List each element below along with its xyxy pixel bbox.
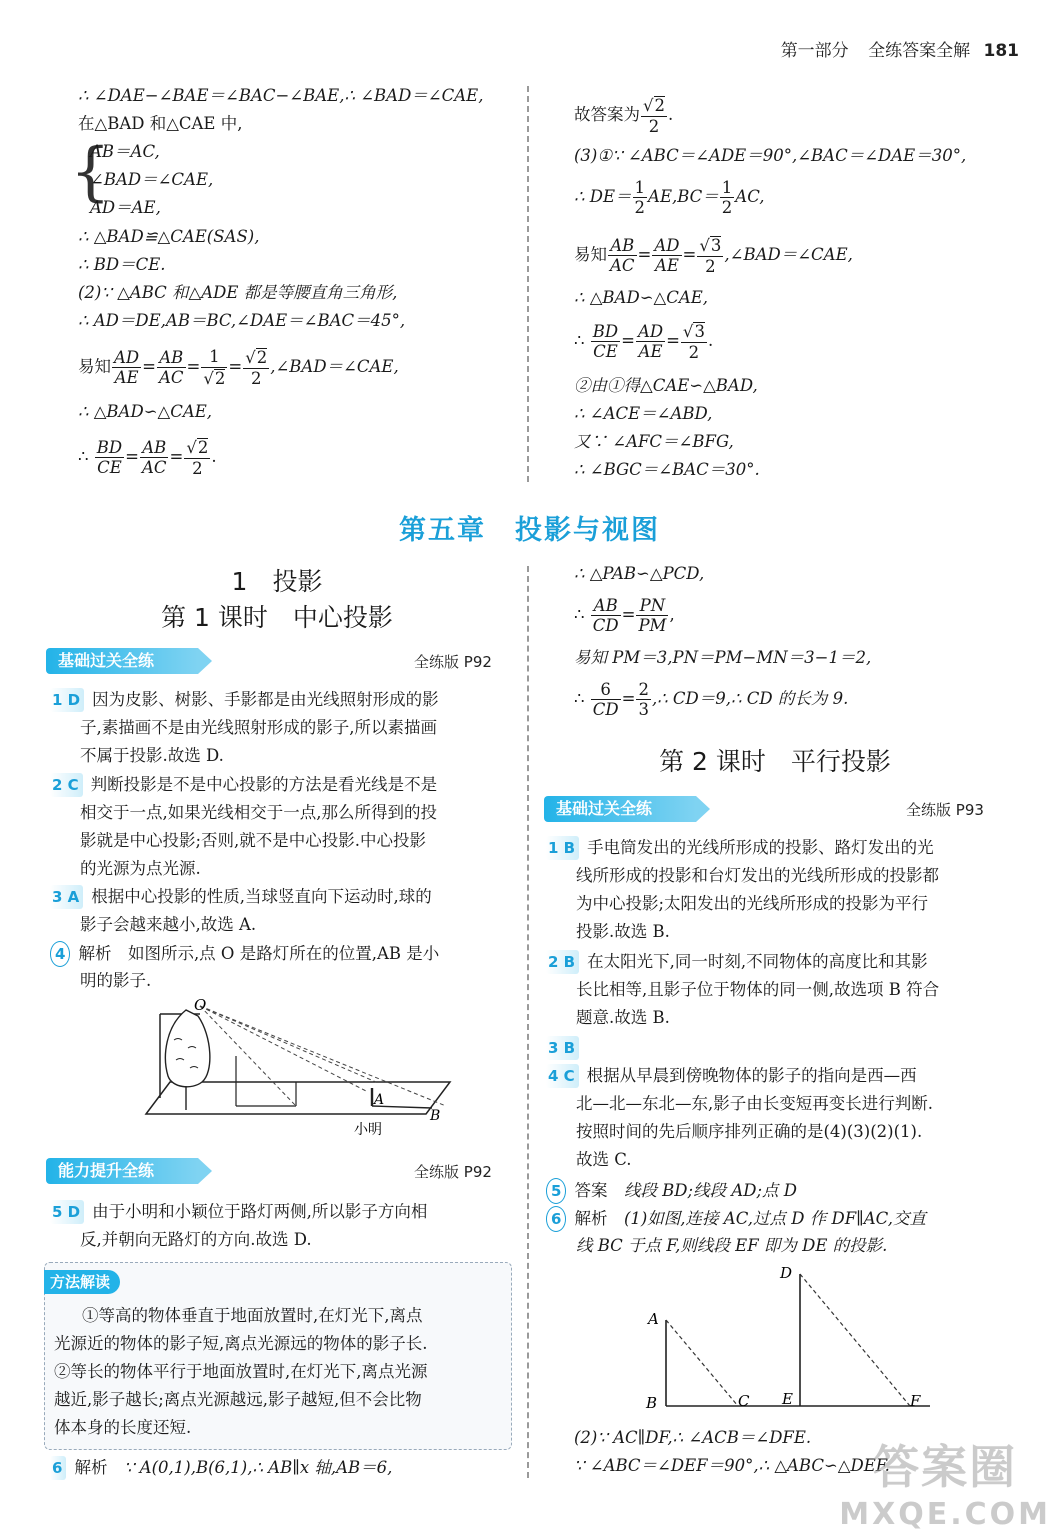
equation-ratio: 易知 $\frac{AD}{AE}$ = $\frac{AB}{AC}$ = $\frac{1}{√2}$ = $\frac{√2}{2}$ ,∠BAD＝∠CAE,: [78, 347, 399, 388]
text-line: ②等长的物体平行于地面放置时,在灯光下,离点光源: [54, 1362, 428, 1381]
label-E: E: [782, 1390, 793, 1408]
version-ref: 全练版 P92: [414, 653, 492, 671]
label-F: F: [910, 1392, 921, 1410]
equation-ratio: ∴ $\frac{BD}{CE}$ = $\frac{AB}{AC}$ = $\frac{√2}{2}$ .: [78, 437, 217, 478]
equation-ratio: ∴ $\frac{AB}{CD}$ = $\frac{PN}{PM}$ ,: [574, 595, 675, 635]
tag-basic-practice: 基础过关全练: [46, 648, 198, 674]
label-xiaoming: 小明: [354, 1122, 382, 1138]
light-ray-2: [200, 1006, 376, 1082]
text-line: 反,并朝向无路灯的方向.故选 D.: [80, 1230, 312, 1249]
text-line: ∴ ∠ACE＝∠ABD,: [574, 404, 713, 423]
text-line: 北—北—东北—东,影子由长变短再变长进行判断.: [576, 1094, 933, 1113]
answer-item: 2 C 判断投影是不是中心投影的方法是看光线是不是: [50, 773, 437, 797]
segment-DF: [800, 1274, 910, 1406]
label-C: C: [738, 1392, 750, 1410]
tag-ability-practice: 能力提升全练: [46, 1158, 198, 1184]
chapter-title: 第五章 投影与视图: [399, 515, 660, 546]
light-ray-4: [200, 1006, 368, 1092]
text-line: AB＝AC,: [90, 142, 160, 161]
figure-street-lamp: [136, 996, 456, 1140]
answer-item: 4 解析 如图所示,点 O 是路灯所在的位置,AB 是小: [50, 941, 439, 967]
text-line: 的光源为点光源.: [80, 859, 201, 878]
answer-item: 6 解析 (1)如图,连接 AC,过点 D 作 DF∥AC,交直: [546, 1206, 926, 1232]
label-A: A: [648, 1310, 659, 1328]
text-line: (2)∵ AC∥DF,∴ ∠ACB＝∠DFE.: [574, 1428, 812, 1447]
column-divider-top: [527, 86, 529, 482]
answer-item: 5 D 由于小明和小颖位于路灯两侧,所以影子方向相: [50, 1200, 427, 1224]
text-line: 在△BAD 和△CAE 中,: [78, 114, 243, 133]
answer-item: 2 B 在太阳光下,同一时刻,不同物体的高度比和其影: [546, 950, 928, 974]
text-line: ∴ BD＝CE.: [78, 255, 166, 274]
equation-ratio: ∴ $\frac{BD}{CE}$ = $\frac{AD}{AE}$ = $\frac{√3}{2}$ .: [574, 321, 714, 362]
label-D: D: [780, 1264, 793, 1282]
text-line: ∴ △BAD∽△CAE,: [78, 402, 213, 421]
label-B: B: [430, 1108, 441, 1124]
text-line: ∴ △BAD≌△CAE(SAS),: [78, 227, 260, 246]
header-part: 第一部分: [780, 41, 849, 61]
section-title: 1 投影: [231, 567, 323, 596]
equation-answer: 故答案为 $\frac{√2}{2}$ .: [574, 96, 674, 136]
text-line: 明的影子.: [80, 971, 152, 990]
watermark-text: 答案圈: [873, 1440, 1018, 1494]
text-line: 故选 C.: [576, 1150, 632, 1169]
system-brace: {: [70, 135, 111, 209]
text-line: ①等高的物体垂直于地面放置时,在灯光下,离点: [82, 1306, 423, 1325]
header-title: 全练答案全解: [868, 41, 971, 61]
text-line: ∠BAD＝∠CAE,: [90, 170, 214, 189]
tag-basic-practice: 基础过关全练: [544, 796, 696, 822]
text-line: 体本身的长度还短.: [54, 1418, 192, 1437]
text-line: 相交于一点,如果光线相交于一点,那么所得到的投: [80, 803, 437, 822]
text-line: ∴ △PAB∽△PCD,: [574, 564, 705, 583]
light-ray-1: [200, 1006, 446, 1106]
text-line: 越近,影子越长;离点光源越远,影子越短,但不会比物: [54, 1390, 422, 1409]
text-line: 长比相等,且影子位于物体的同一侧,故选项 B 符合: [576, 980, 940, 999]
page-number: 181: [983, 41, 1019, 61]
answer-item: 5 答案 线段 BD;线段 AD;点 D: [546, 1178, 797, 1204]
text-line: 为中心投影;太阳发出的光线所形成的投影为平行: [576, 894, 929, 913]
label-B: B: [646, 1394, 658, 1412]
text-line: (2)∵ △ABC 和△ADE 都是等腰直角三角形,: [78, 283, 398, 302]
text-line: AD＝AE,: [90, 198, 161, 217]
segment-AC: [666, 1320, 738, 1406]
text-line: 影子会越来越小,故选 A.: [80, 915, 257, 934]
column-divider-bottom: [527, 566, 529, 1478]
text-line: ∴ AD＝DE,AB＝BC,∠DAE＝∠BAC＝45°,: [78, 311, 406, 330]
tag-method: 方法解读: [44, 1270, 120, 1294]
text-line: 光源近的物体的影子短,离点光源远的物体的影子长.: [54, 1334, 428, 1353]
text-line: 子,素描画不是由光线照射形成的影子,所以素描画: [80, 718, 437, 737]
answer-item: 1 D 因为皮影、树影、手影都是由光线照射形成的影: [50, 688, 439, 712]
equation-ratio: 易知 $\frac{AB}{AC}$ = $\frac{AD}{AE}$ = $\frac{√3}{2}$ ,∠BAD＝∠CAE,: [574, 235, 853, 276]
page-header: [781, 36, 1019, 61]
text-line: 线所形成的投影和台灯发出的光线所形成的投影都: [576, 866, 939, 885]
lesson-title: 第 1 课时 中心投影: [161, 603, 393, 632]
equation-ratio: ∴ $\frac{6}{CD}$ = $\frac{2}{3}$ ,∴ CD＝9,∴ CD 的长为 9.: [574, 679, 849, 719]
answer-item: 4 C 根据从早晨到傍晚物体的影子的指向是西—西: [546, 1064, 917, 1088]
label-A: A: [374, 1092, 385, 1108]
answer-item: 3 B: [546, 1036, 587, 1060]
text-line: 按照时间的先后顺序排列正确的是(4)(3)(2)(1).: [576, 1122, 923, 1141]
text-line: ∵ ∠ABC＝∠DEF＝90°,∴ △ABC∽△DEF.: [574, 1456, 890, 1475]
text-line: 题意.故选 B.: [576, 1008, 670, 1027]
version-ref: 全练版 P92: [414, 1163, 492, 1181]
equation-line: ∴ DE＝ $\frac{1}{2}$ AE,BC＝ $\frac{1}{2}$ AC,: [574, 177, 765, 217]
watermark-logo: [839, 1431, 1051, 1532]
text-line: 线 BC 于点 F,则线段 EF 即为 DE 的投影.: [576, 1236, 888, 1255]
text-line: 影就是中心投影;否则,就不是中心投影.中心投影: [80, 831, 427, 850]
version-ref: 全练版 P93: [906, 801, 984, 819]
text-line: 投影.故选 B.: [576, 922, 670, 941]
text-line: 又∵ ∠AFC＝∠BFG,: [574, 432, 734, 451]
text-line: ∴ ∠DAE−∠BAE＝∠BAC−∠BAE,∴ ∠BAD＝∠CAE,: [78, 86, 484, 105]
text-line: (3)①∵ ∠ABC＝∠ADE＝90°,∠BAC＝∠DAE＝30°,: [574, 146, 967, 165]
light-ray-3: [200, 1006, 296, 1106]
text-line: ∴ △BAD∽△CAE,: [574, 288, 709, 307]
tree-crown: [165, 1010, 209, 1087]
answer-item: 3 A 根据中心投影的性质,当球竖直向下运动时,球的: [50, 885, 432, 909]
text-line: ∴ ∠BGC＝∠BAC＝30°.: [574, 460, 760, 479]
answer-item: 1 B 手电筒发出的光线所形成的投影、路灯发出的光: [546, 836, 934, 860]
label-O: O: [194, 996, 207, 1014]
watermark-url: MXQE.COM: [839, 1497, 1051, 1532]
figure-parallel-projection: [640, 1262, 940, 1420]
text-line: 易知 PM＝3,PN＝PM−MN＝3−1＝2,: [574, 648, 872, 667]
text-line: 不属于投影.故选 D.: [80, 746, 224, 765]
answer-item: 6 解析 ∵ A(0,1),B(6,1),∴ AB∥x 轴,AB＝6,: [50, 1456, 392, 1480]
text-line: ②由①得△CAE∽△BAD,: [574, 376, 758, 395]
lesson-title: 第 2 课时 平行投影: [659, 747, 891, 776]
